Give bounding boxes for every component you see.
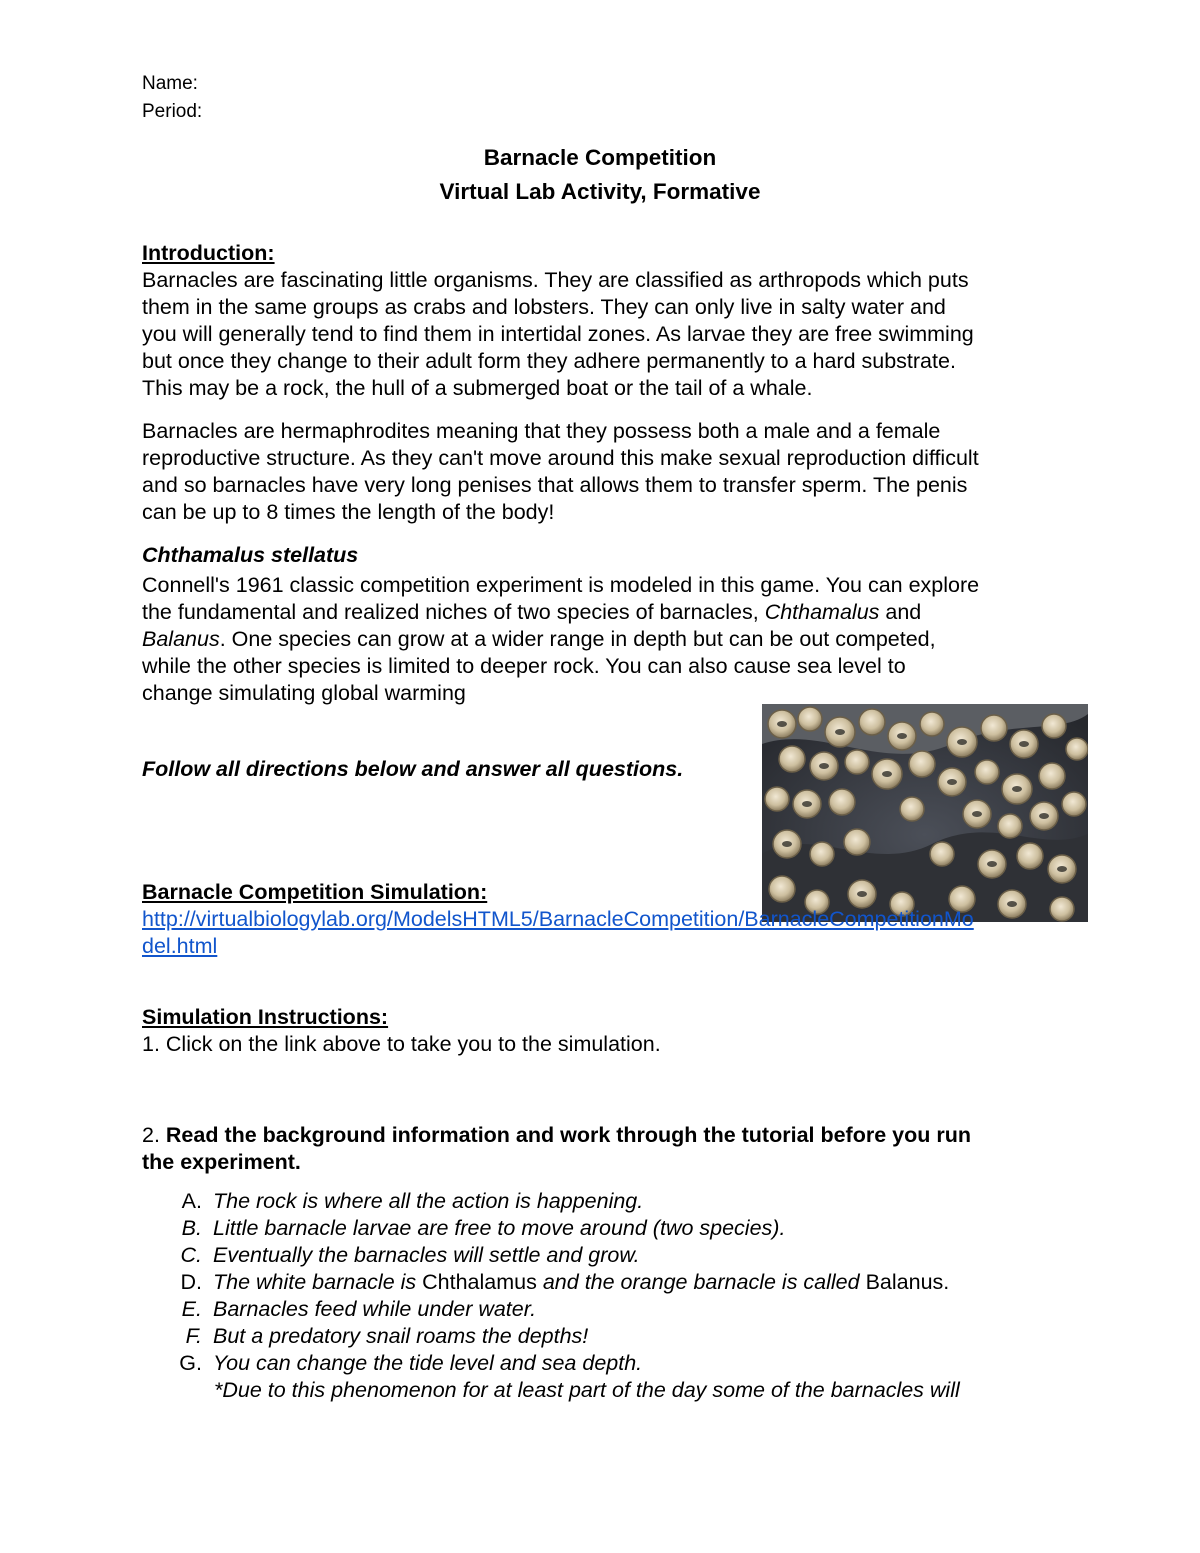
list-item-text: The white barnacle is xyxy=(213,1270,423,1294)
species-line-5: change simulating global warming xyxy=(142,681,466,705)
list-item-text: But a predatory snail roams the depths! xyxy=(213,1324,589,1348)
list-item-text: Eventually the barnacles will settle and grow. xyxy=(213,1243,640,1267)
step-2-line-2 xyxy=(142,1149,1072,1176)
introduction-heading: Introduction: xyxy=(142,241,275,265)
directions-text: Follow all directions below and answer all questions. xyxy=(142,757,684,781)
instructions-section xyxy=(142,1004,1072,1058)
list-item-text: Barnacles feed while under water. xyxy=(213,1297,537,1321)
intro-p1-line: but once they change to their adult form they adhere permanently to a hard substrate. xyxy=(142,349,956,373)
list-item-text: Little barnacle larvae are free to move around (two species). xyxy=(213,1216,786,1240)
title-line-2: Virtual Lab Activity, Formative xyxy=(439,179,761,204)
list-item xyxy=(142,1350,1072,1377)
species-heading: Chthamalus stellatus xyxy=(142,543,359,567)
intro-p1-line: This may be a rock, the hull of a submerged boat or the tail of a whale. xyxy=(142,376,813,400)
list-marker: A. xyxy=(181,1189,202,1213)
document-title xyxy=(0,141,1200,209)
list-marker: B. xyxy=(181,1216,202,1240)
list-item-text: The rock is where all the action is happening. xyxy=(213,1189,644,1213)
instruction-step-1: 1. Click on the link above to take you to the simulation. xyxy=(142,1032,661,1056)
list-item xyxy=(142,1323,1072,1350)
species-line-1: Connell's 1961 classic competition experiment is modeled in this game. You can explore xyxy=(142,573,980,597)
instruction-step-2 xyxy=(142,1122,1072,1404)
list-item xyxy=(142,1242,1072,1269)
list-item-text: . xyxy=(943,1270,950,1294)
species-line-4: while the other species is limited to deeper rock. You can also cause sea level to xyxy=(142,654,906,678)
simulation-link-cont[interactable]: del.html xyxy=(142,934,218,958)
student-header xyxy=(142,70,202,126)
species-line-2-pre: the fundamental and realized niches of two species of barnacles, xyxy=(142,600,765,624)
intro-p1-line: Barnacles are fascinating little organisms. They are classified as arthropods which puts xyxy=(142,268,969,292)
tutorial-list xyxy=(142,1188,1072,1377)
chthalamus-term: Chthalamus xyxy=(422,1270,537,1294)
species-line-2-post: and xyxy=(879,600,922,624)
list-item xyxy=(142,1215,1072,1242)
list-marker: C. xyxy=(180,1243,202,1267)
intro-p1-line: you will generally tend to find them in intertidal zones. As larvae they are free swimming xyxy=(142,322,974,346)
intro-p2-line: reproductive structure. As they can't move around this make sexual reproduction difficult xyxy=(142,446,979,470)
balanus-term: Balanus xyxy=(865,1270,944,1294)
intro-p1-line: them in the same groups as crabs and lobsters. They can only live in salty water and xyxy=(142,295,946,319)
intro-p2-line: can be up to 8 times the length of the body! xyxy=(142,500,555,524)
species-line-3-post: . One species can grow at a wider range in depth but can be out competed, xyxy=(219,627,936,651)
list-marker: E. xyxy=(181,1297,202,1321)
species-line-2 xyxy=(142,599,1072,626)
list-item xyxy=(142,1296,1072,1323)
title-line-1: Barnacle Competition xyxy=(483,145,717,170)
list-marker: D. xyxy=(180,1270,202,1294)
step-2-line-1 xyxy=(142,1122,1072,1149)
species-line-3 xyxy=(142,626,1072,653)
introduction-section xyxy=(142,240,1072,526)
step-2-text: Read the background information and work through the tutorial before you run xyxy=(165,1123,971,1147)
list-item-text: and the orange barnacle is called xyxy=(536,1270,866,1294)
simulation-heading: Barnacle Competition Simulation: xyxy=(142,880,488,904)
directions-section xyxy=(142,756,1072,783)
list-item xyxy=(142,1188,1072,1215)
intro-p2-line: Barnacles are hermaphrodites meaning that they possess both a male and a female xyxy=(142,419,941,443)
list-item-text: You can change the tide level and sea depth. xyxy=(213,1351,643,1375)
simulation-link[interactable]: http://virtualbiologylab.org/ModelsHTML5/BarnacleCompetition/BarnacleCompetitionMo xyxy=(142,907,974,931)
list-item xyxy=(142,1269,1072,1296)
name-label: Name: xyxy=(142,73,198,94)
step-2-text-cont: the experiment. xyxy=(142,1150,301,1174)
step-2-number: 2. xyxy=(142,1123,166,1147)
tide-note: *Due to this phenomenon for at least part of the day some of the barnacles will xyxy=(214,1378,960,1402)
intro-paragraph-2 xyxy=(142,418,1072,526)
balanus-term: Balanus xyxy=(142,627,220,651)
species-section xyxy=(142,542,1072,707)
list-marker: G. xyxy=(179,1351,202,1375)
period-label: Period: xyxy=(142,101,203,122)
chthamalus-term: Chthamalus xyxy=(764,600,880,624)
list-marker: F. xyxy=(185,1324,202,1348)
instructions-heading: Simulation Instructions: xyxy=(142,1005,389,1029)
intro-paragraph-1 xyxy=(142,267,1072,402)
intro-p2-line: and so barnacles have very long penises that allows them to transfer sperm. The penis xyxy=(142,473,968,497)
simulation-section xyxy=(142,879,1072,960)
